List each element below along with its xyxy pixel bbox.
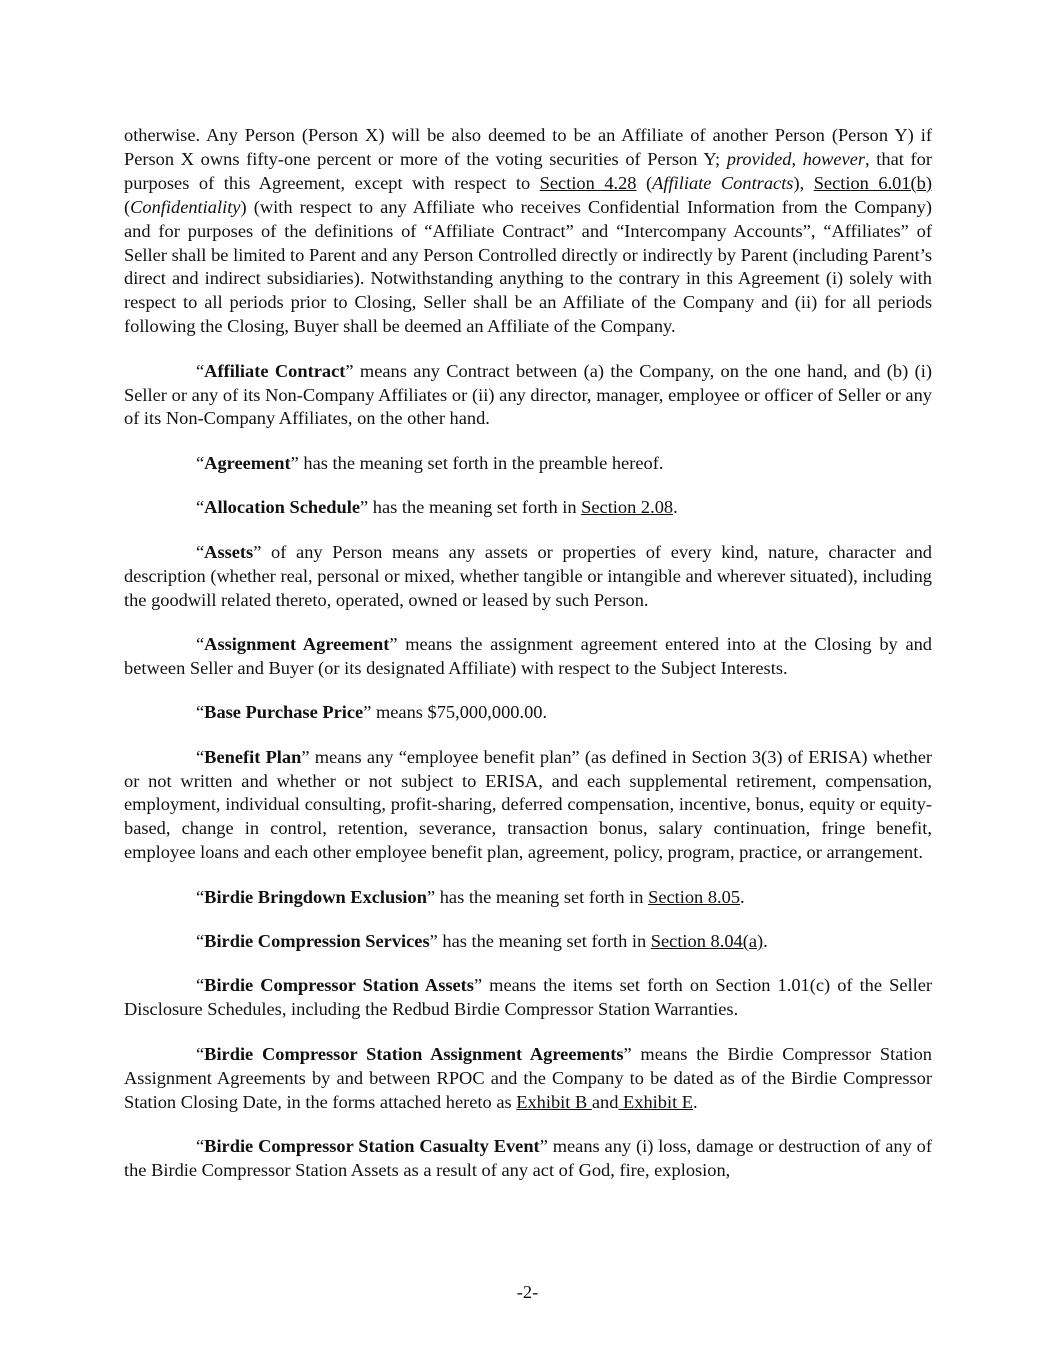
defined-term: Birdie Bringdown Exclusion [204,886,427,907]
section-reference: Section 6.01(b) [813,172,932,193]
definition-birdie-compressor-station-assets: “Birdie Compressor Station Assets” means the items set forth on Section 1.01(c) of the Seller Disclosure Schedules, including the Redbud Birdie Compressor Station Warranties. [124,975,932,1020]
defined-term: Affiliate Contract [204,360,346,381]
defined-term: Birdie Compressor Station Casualty Event [204,1136,540,1156]
page-number: -2- [516,1282,539,1302]
defined-term: Birdie Compressor Station Assets [204,975,474,996]
exhibit-reference: Exhibit E [618,1091,694,1112]
definition-birdie-bringdown-exclusion: “Birdie Bringdown Exclusion” has the meaning set forth in Section 8.05. [196,886,745,907]
section-reference: Section 8.04(a) [650,931,764,952]
definition-agreement: “Agreement” has the meaning set forth in the preamble hereof. [196,452,664,473]
section-reference: Section 2.08 [581,497,674,518]
document-page [124,124,932,1203]
defined-term: Assignment Agreement [204,633,390,654]
definition-birdie-compressor-station-casualty-event: “Birdie Compressor Station Casualty Event” means any (i) loss, damage or destruction of any of the Birdie Compressor Station Assets as a result of any act of God, fire, explosion, [124,1136,932,1180]
definition-benefit-plan: “Benefit Plan” means any “employee benefit plan” (as defined in Section 3(3) of ERISA) whether or not written and whether or not subject to ERISA, and each supplemental retirement, compensation, employment, individual consulting, profit-sharing, deferred compensation, incentive, bonus, equity or equity-based, change in control, retention, severance, transaction bonus, salary continuation, fringe benefit, employee loans and each other employee benefit plan, agreement, policy, program, practice, or arrangement. [124,746,932,863]
definition-allocation-schedule: “Allocation Schedule” has the meaning set forth in Section 2.08. [196,497,678,518]
defined-term: Agreement [204,452,291,473]
defined-term: Birdie Compressor Station Assignment Agreements [204,1043,624,1064]
section-reference: Section 8.05 [648,886,741,907]
definition-birdie-compressor-station-assignment-agreements: “Birdie Compressor Station Assignment Agreements” means the Birdie Compressor Station Assignment Agreements by and between RPOC and the Company to be dated as of the Birdie Compressor Station Closing Date, in the forms attached hereto as Exhibit B and Exhibit E. [124,1043,932,1112]
defined-term: Allocation Schedule [204,497,360,518]
defined-term: Base Purchase Price [204,702,364,723]
defined-term: Birdie Compression Services [204,931,430,952]
section-reference: Section 4.28 [539,172,637,193]
definition-birdie-compression-services: “Birdie Compression Services” has the meaning set forth in Section 8.04(a). [196,931,768,952]
defined-term: Assets [204,541,254,562]
defined-term: Benefit Plan [204,746,302,767]
definition-base-purchase-price: “Base Purchase Price” means $75,000,000.00. [196,702,548,723]
definition-assets: “Assets” of any Person means any assets or properties of every kind, nature, character and description (whether real, personal or mixed, whether tangible or intangible and wherever situated), including the goodwill related thereto, operated, owned or leased by such Person. [124,541,932,610]
paragraph-affiliate-continued: otherwise. Any Person (Person X) will be also deemed to be an Affiliate of another Person (Person Y) if Person X owns fifty-one percent or more of the voting securities of Person Y; provided, however, that for purposes of this Agreement, except with respect to Section 4.28 (Affiliate Contracts), Section 6.01(b) (Confidentiality) (with respect to any Affiliate who receives Confidential Information from the Company) and for purposes of the definitions of “Affiliate Contract” and “Intercompany Accounts”, “Affiliates” of Seller shall be limited to Parent and any Person Controlled directly or indirectly by Parent (including Parent’s direct and indirect subsidiaries). Notwithstanding anything to the contrary in this Agreement (i) solely with respect to all periods prior to Closing, Seller shall be an Affiliate of the Company and (ii) for all periods following the Closing, Buyer shall be deemed an Affiliate of the Company. [124,125,932,337]
definition-affiliate-contract: “Affiliate Contract” means any Contract between (a) the Company, on the one hand, and (b) (i) Seller or any of its Non-Company Affiliates or (ii) any director, manager, employee or officer of Seller or any of its Non-Company Affiliates, on the other hand. [124,360,932,429]
exhibit-reference: Exhibit B [516,1091,592,1112]
definition-assignment-agreement: “Assignment Agreement” means the assignment agreement entered into at the Closing by and between Seller and Buyer (or its designated Affiliate) with respect to the Subject Interests. [124,633,932,678]
